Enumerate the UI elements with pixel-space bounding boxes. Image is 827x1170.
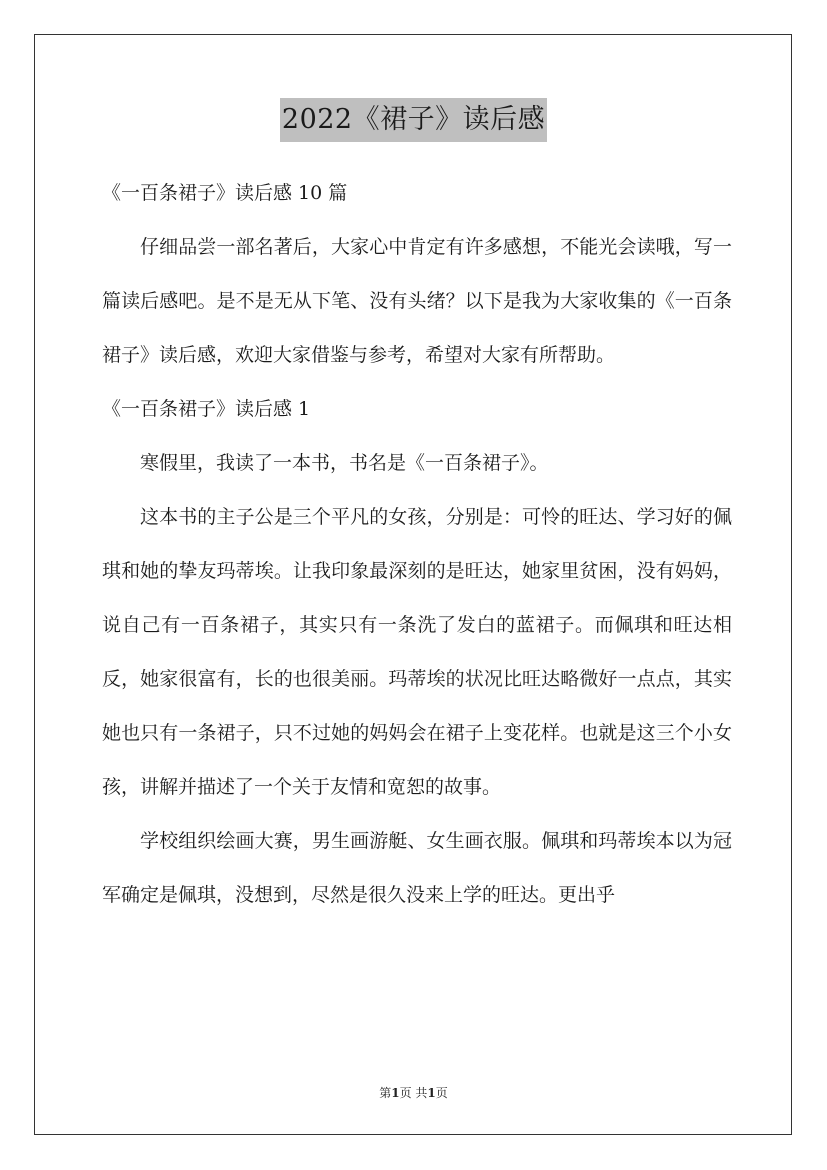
footer-page-number: 1 [391,1086,400,1100]
paragraph: 仔细品尝一部名著后，大家心中肯定有许多感想，不能光会读哦，写一篇读后感吧。是不是无从下笔、没有头绪？以下是我为大家收集的《一百条裙子》读后感，欢迎大家借鉴与参考，希望对大家有所帮助。 [102,236,732,366]
page-footer [0,1084,827,1101]
section-heading: 《一百条裙子》读后感 1 [102,398,311,420]
footer-page-total: 1 [427,1086,436,1100]
document-title: 2022《裙子》读后感 [280,98,547,142]
paragraph: 这本书的主子公是三个平凡的女孩，分别是：可怜的旺达、学习好的佩琪和她的挚友玛蒂埃。让我印象最深刻的是旺达，她家里贫困，没有妈妈，说自己有一百条裙子，其实只有一条洗了发白的蓝裙子。而佩琪和旺达相反，她家很富有，长的也很美丽。玛蒂埃的状况比旺达略微好一点点，其实她也只有一条裙子，只不过她的妈妈会在裙子上变花样。也就是这三个小女孩，讲解并描述了一个关于友情和宽恕的故事。 [102,506,732,798]
paragraph: 学校组织绘画大赛，男生画游艇、女生画衣服。佩琪和玛蒂埃本以为冠军确定是佩琪，没想到，尽然是很久没来上学的旺达。更出乎 [102,830,732,906]
footer-page-mid: 页 共 [399,1086,428,1100]
footer-page-prefix: 第 [379,1086,392,1100]
paragraph: 寒假里，我读了一本书，书名是《一百条裙子》。 [140,452,549,474]
section-heading: 《一百条裙子》读后感 10 篇 [102,182,348,204]
title-container [0,98,827,142]
document-body [102,166,732,922]
footer-page-suffix: 页 [435,1086,448,1100]
